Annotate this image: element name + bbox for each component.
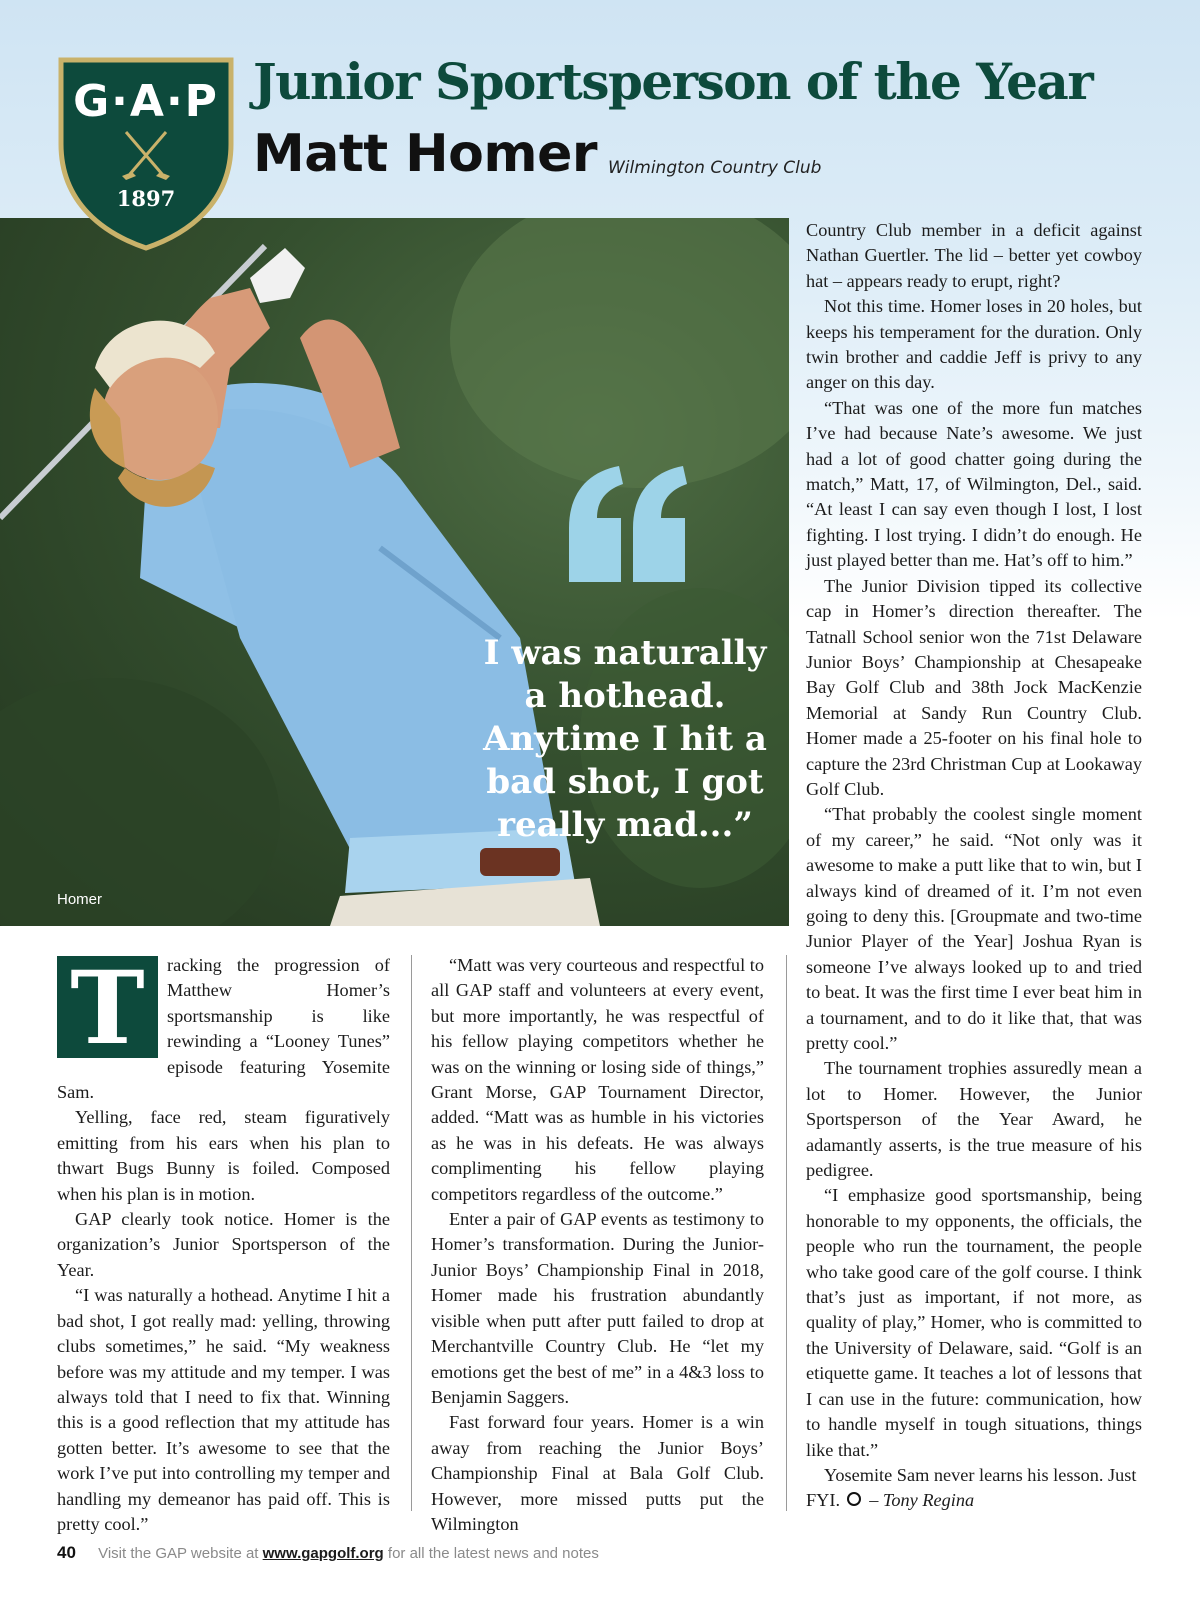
quote-mark-icon: [565, 466, 693, 586]
article-paragraph: racking the progression of Matthew Homer’s sportsmanship is like rewinding a “Looney Tunes” episode featuring Yosemite Sam.: [57, 955, 390, 1103]
club-name: Wilmington Country Club: [608, 158, 822, 178]
article-column-1: [57, 949, 390, 1537]
crossed-golf-clubs-icon: [120, 128, 172, 182]
footer-text-before: Visit the GAP website at: [98, 1545, 263, 1562]
article-paragraph: “That probably the coolest single moment of my career,” he said. “Not only was it awesome to make a putt like that to win, but I always kind of dreamed of it. I’m not even going to deny this. [Groupmate and two-time Junior Player of the Year] Joshua Ryan is someone I’ve always looked up to and tried to beat. It was the first time I ever beat him in a tournament, and to do it like that, that was pretty cool.”: [806, 804, 1142, 1053]
page-footer: [57, 1543, 599, 1563]
article-paragraph: Country Club member in a deficit against Nathan Guertler. The lid – better yet cowboy hat – appears ready to erupt, right?: [806, 220, 1142, 291]
article-column-2: [431, 953, 764, 1537]
article-paragraph: Yelling, face red, steam figuratively emitting from his ears when his plan to thwart Bugs Bunny is foiled. Composed when his plan is in motion.: [57, 1107, 390, 1204]
article-paragraph: The tournament trophies assuredly mean a lot to Homer. However, the Junior Sportsperson of the Year Award, he adamantly asserts, is the true measure of his pedigree.: [806, 1058, 1142, 1181]
pull-quote: I was naturally a hothead. Anytime I hit a bad shot, I got really mad...”: [483, 633, 767, 845]
article-closing: [806, 1463, 1142, 1514]
website-link[interactable]: www.gapgolf.org: [262, 1545, 384, 1562]
article-paragraph: “I emphasize good sportsmanship, being honorable to my opponents, the officials, the people who run the tournament, the people who take good care of the golf course. I think that’s just as important, if not more, as quality of play,” Homer, who is committed to the University of Delaware, said. “Golf is an etiquette game. It teaches a lot of lessons that I can use in the future: communication, how to handle myself in tough situations, things like that.”: [806, 1185, 1142, 1460]
feature-photo: [0, 218, 789, 926]
page-title: Junior Sportsperson of the Year: [253, 52, 1093, 111]
logo-initials: G·A·P: [73, 76, 219, 127]
logo-year: 1897: [116, 186, 176, 211]
footer-text-after: for all the latest news and notes: [387, 1545, 599, 1562]
article-paragraph: GAP clearly took notice. Homer is the organization’s Junior Sportsperson of the Year.: [57, 1209, 390, 1280]
drop-cap: T: [57, 956, 158, 1058]
closing-sentence: Yosemite Sam never learns his lesson. Just FYI.: [806, 1464, 1137, 1511]
article-paragraph: “I was naturally a hothead. Anytime I hit a bad shot, I got really mad: yelling, throwing clubs sometimes,” he said. “My weakness before was my attitude and my temper. I was always told that I need to fix that. Winning this is a good reflection that my attitude has gotten better. It’s awesome to see that the work I’ve put into controlling my temper and handling my demeanor has paid off. This is pretty cool.”: [57, 1285, 390, 1534]
athlete-name: Matt Homer: [253, 124, 597, 184]
article-paragraph: “Matt was very courteous and respectful to all GAP staff and volunteers at every event, but more importantly, he was respectful of his fellow playing competitors whether he was on the winning or losing side of things,” Grant Morse, GAP Tournament Director, added. “Matt was as humble in his victories as he was in his defeats. He was always complimenting his fellow playing competitors regardless of the outcome.”: [431, 955, 764, 1204]
column-divider: [411, 955, 412, 1511]
end-mark-icon: [847, 1492, 861, 1506]
article-paragraph: Enter a pair of GAP events as testimony to Homer’s transformation. During the Junior-Junior Boys’ Championship Final in 2018, Homer made his frustration abundantly visible when putt after putt failed to drop at Merchantville Country Club. He “let my emotions get the best of me” in a 4&3 loss to Benjamin Saggers.: [431, 1209, 764, 1407]
article-paragraph: “That was one of the more fun matches I’ve had because Nate’s awesome. We just had a lot of good chatter going during the match,” Matt, 17, of Wilmington, Del., said. “At least I can say even though I lost, I lost fighting. I lost trying. I didn’t do enough. He just played better than me. Hat’s off to him.”: [806, 397, 1142, 571]
article-paragraph: Not this time. Homer loses in 20 holes, but keeps his temperament for the duration. Only twin brother and caddie Jeff is privy to any anger on this day.: [806, 296, 1142, 393]
gap-logo: [57, 56, 235, 252]
article-column-3: [806, 218, 1142, 1514]
column-divider: [786, 955, 787, 1511]
article-paragraph: Fast forward four years. Homer is a win away from reaching the Junior Boys’ Championship Final at Bala Golf Club. However, more missed putts put the Wilmington: [431, 1412, 764, 1534]
author-byline: – Tony Regina: [869, 1490, 975, 1511]
article-paragraph: The Junior Division tipped its collective cap in Homer’s direction thereafter. The Tatnall School senior won the 71st Delaware Junior Boys’ Championship at Chesapeake Bay Golf Club and 38th Jock MacKenzie Memorial at Sandy Run Country Club. Homer made a 25-footer on his final hole to capture the 23rd Christman Cup at Lookaway Golf Club.: [806, 575, 1142, 799]
photo-caption: Homer: [57, 891, 103, 908]
page-number: 40: [57, 1543, 76, 1562]
